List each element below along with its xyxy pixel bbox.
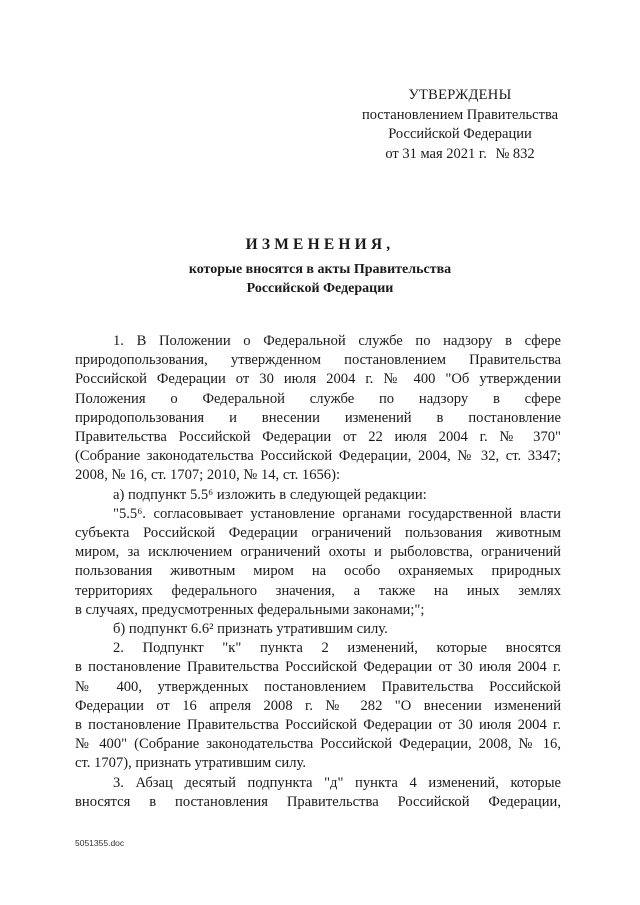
approval-date-line: [340, 145, 580, 165]
approval-title: УТВЕРЖДЕНЫ: [408, 87, 512, 103]
document-body: [75, 332, 561, 812]
text-line: 1. В Положении о Федеральной службе по надзору в сфере: [113, 333, 561, 349]
approval-stamp: [340, 86, 580, 164]
text-line: пользования животным миром на особо охраняемых природных: [75, 563, 561, 580]
text-line: б) подпункт 6.6² признать утратившим силу.: [113, 621, 388, 638]
text-line: 3. Абзац десятый подпункта "д" пункта 4 изменений, которые: [113, 774, 561, 791]
approval-line-2: Российской Федерации: [388, 126, 532, 142]
text-line: а) подпункт 5.5⁶ изложить в следующей редакции:: [113, 486, 427, 503]
text-line: ст. 1707), признать утратившим силу.: [75, 755, 306, 772]
heading-title: ИЗМЕНЕНИЯ,: [245, 236, 395, 253]
text-line: в случаях, предусмотренных федеральными законами;";: [75, 601, 425, 618]
approval-date: от 31 мая 2021 г.: [385, 145, 487, 162]
text-line: № 400, утвержденных постановлением Правительства Российской: [75, 678, 561, 695]
heading-subtitle-1: которые вносятся в акты Правительства: [188, 262, 452, 277]
text-line: субъекта Российской Федерации ограничений пользования животным: [75, 525, 561, 542]
text-line: миром, за исключением ограничений охоты и рыболовства, ограничений: [75, 544, 561, 561]
text-line: в постановление Правительства Российской Федерации от 30 июля 2004 г.: [75, 717, 561, 734]
text-line: № 400" (Собрание законодательства Российской Федерации, 2008, № 16,: [75, 736, 561, 753]
text-line: Правительства Российской Федерации от 22 июля 2004 г. № 370": [75, 429, 561, 446]
text-line: (Собрание законодательства Российской Федерации, 2004, № 32, ст. 3347;: [75, 448, 561, 465]
text-line: 2. Подпункт "к" пункта 2 изменений, которые вносятся: [113, 640, 561, 657]
text-line: Положения о Федеральной службе по надзору в сфере: [75, 390, 561, 407]
document-heading: [0, 234, 640, 298]
file-name-footer: 5051355.doc: [75, 838, 125, 848]
text-line: вносятся в постановления Правительства Российской Федерации,: [75, 793, 561, 810]
text-line: в постановление Правительства Российской Федерации от 30 июля 2004 г.: [75, 659, 561, 676]
heading-subtitle-2: Российской Федерации: [246, 281, 394, 296]
text-line: Российской Федерации от 30 июля 2004 г. № 400 "Об утверждении: [75, 371, 561, 388]
approval-number: № 832: [495, 145, 535, 162]
text-line: природопользования, утвержденном постановлением Правительства: [75, 352, 561, 369]
text-line: территориях федерального значения, а также на иных землях: [75, 582, 561, 599]
approval-line-1: постановлением Правительства: [361, 106, 559, 123]
text-line: Федерации от 16 апреля 2008 г. № 282 "О внесении изменений: [75, 697, 561, 714]
text-line: природопользования и внесении изменений в постановление: [75, 409, 561, 426]
text-line: 2008, № 16, ст. 1707; 2010, № 14, ст. 1656):: [75, 467, 340, 484]
text-line: "5.5⁶. согласовывает установление органами государственной власти: [113, 505, 561, 522]
